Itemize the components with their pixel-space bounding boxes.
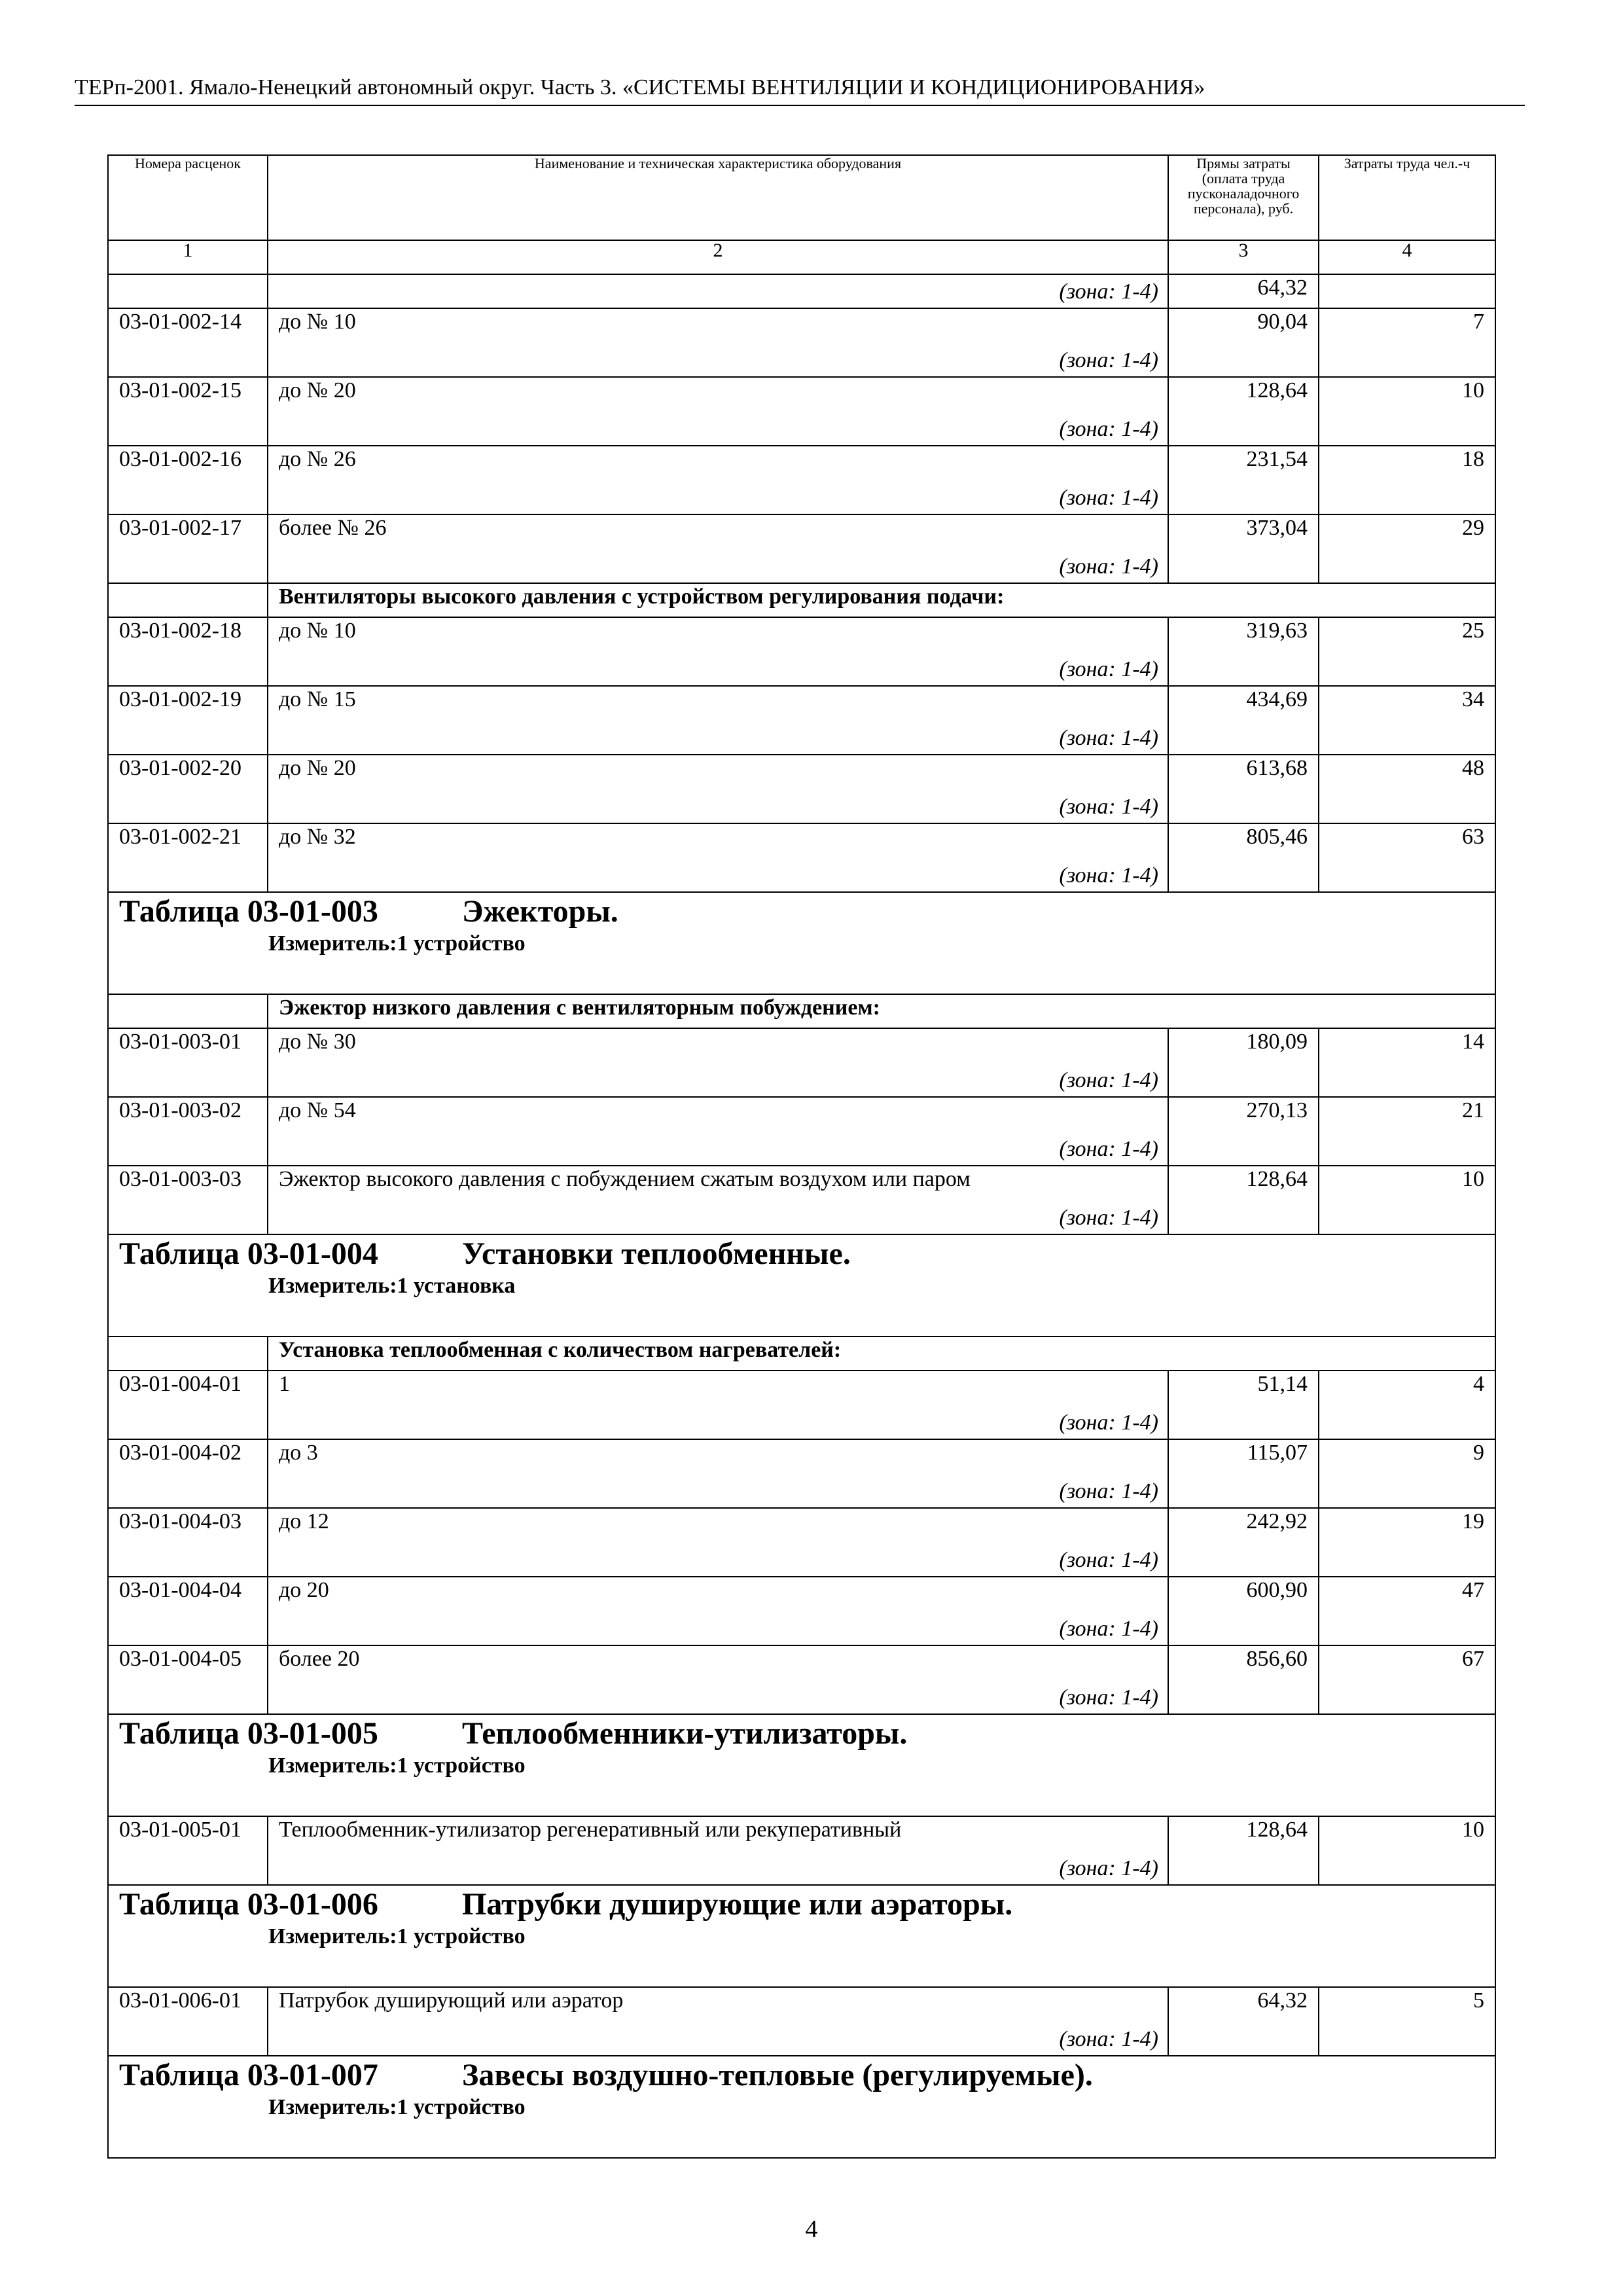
- labor-cell: 18: [1319, 446, 1495, 514]
- rate-code-cell: 03-01-004-04: [108, 1577, 268, 1645]
- rate-name: до 3: [279, 1441, 318, 1465]
- table-row: [108, 1439, 1495, 1508]
- column-number: 2: [268, 240, 1168, 274]
- rate-name-cell: [268, 308, 1168, 377]
- column-number: 3: [1168, 240, 1319, 274]
- group-heading: Вентиляторы высокого давления с устройством регулирования подачи:: [268, 583, 1495, 617]
- table-row: [108, 377, 1495, 446]
- rate-code-cell: 03-01-006-01: [108, 1987, 268, 2056]
- table-row: [108, 1097, 1495, 1166]
- zone-label: (зона: 1-4): [1059, 279, 1158, 304]
- rate-name-cell: [268, 617, 1168, 686]
- rate-name: 1: [279, 1372, 290, 1396]
- column-header-codes: Номера расценок: [108, 155, 268, 240]
- zone-label: (зона: 1-4): [1059, 1856, 1158, 1880]
- section-title: [119, 1886, 1484, 1924]
- labor-cell: 10: [1319, 1166, 1495, 1234]
- rate-name: более № 26: [279, 516, 387, 540]
- rate-code-cell: 03-01-004-02: [108, 1439, 268, 1508]
- rate-name-cell: [268, 274, 1168, 308]
- section-title: [119, 2056, 1484, 2094]
- section-title: [119, 1715, 1484, 1753]
- price-cell: 128,64: [1168, 1816, 1319, 1885]
- rate-name-cell: [268, 686, 1168, 755]
- rate-name-cell: [268, 823, 1168, 892]
- section-number: Таблица 03-01-004: [119, 1236, 378, 1271]
- rate-name: до № 15: [279, 687, 356, 711]
- header-rule: [75, 105, 1525, 106]
- rates-table: [107, 154, 1496, 2159]
- section-heading: [108, 892, 1495, 994]
- price-cell: 613,68: [1168, 755, 1319, 823]
- section-name: Теплообменники-утилизаторы.: [462, 1716, 908, 1751]
- section-heading: [108, 1714, 1495, 1816]
- price-cell: 90,04: [1168, 308, 1319, 377]
- column-number: 4: [1319, 240, 1495, 274]
- table-row: [108, 1816, 1495, 1885]
- group-spacer: [108, 583, 268, 617]
- section-title: [119, 1235, 1484, 1273]
- zone-label: (зона: 1-4): [1059, 795, 1158, 819]
- labor-cell: 14: [1319, 1028, 1495, 1097]
- labor-cell: 29: [1319, 514, 1495, 583]
- rate-code-cell: 03-01-002-16: [108, 446, 268, 514]
- page-header: ТЕРп-2001. Ямало-Ненецкий автономный округ. Часть 3. «СИСТЕМЫ ВЕНТИЛЯЦИИ И КОНДИЦИОНИРОВАНИЯ»: [75, 75, 1205, 99]
- table-row: [108, 1166, 1495, 1234]
- price-cell: 434,69: [1168, 686, 1319, 755]
- rate-name-cell: [268, 1987, 1168, 2056]
- section-heading: [108, 1885, 1495, 1987]
- price-cell: 115,07: [1168, 1439, 1319, 1508]
- labor-cell: 67: [1319, 1645, 1495, 1714]
- table-row: [108, 1371, 1495, 1439]
- rate-code-cell: 03-01-005-01: [108, 1816, 268, 1885]
- group-heading-row: [108, 1336, 1495, 1371]
- price-cell: 51,14: [1168, 1371, 1319, 1439]
- rate-name-cell: [268, 1371, 1168, 1439]
- labor-cell: 10: [1319, 377, 1495, 446]
- rate-name: до № 30: [279, 1030, 356, 1054]
- zone-label: (зона: 1-4): [1059, 554, 1158, 579]
- table-row: [108, 755, 1495, 823]
- rate-name: до 20: [279, 1578, 329, 1602]
- rate-code-cell: 03-01-002-21: [108, 823, 268, 892]
- group-heading-row: [108, 994, 1495, 1028]
- zone-label: (зона: 1-4): [1059, 1548, 1158, 1572]
- section-name: Установки теплообменные.: [462, 1236, 851, 1271]
- zone-label: (зона: 1-4): [1059, 1137, 1158, 1161]
- rate-code-cell: 03-01-002-17: [108, 514, 268, 583]
- rate-name-cell: [268, 1028, 1168, 1097]
- labor-cell: 47: [1319, 1577, 1495, 1645]
- section-number: Таблица 03-01-005: [119, 1716, 378, 1751]
- rate-code-cell: 03-01-002-14: [108, 308, 268, 377]
- group-heading: Установка теплообменная с количеством нагревателей:: [268, 1336, 1495, 1371]
- table-row: [108, 1987, 1495, 2056]
- rate-code-cell: 03-01-003-02: [108, 1097, 268, 1166]
- price-cell: 319,63: [1168, 617, 1319, 686]
- price-cell: 270,13: [1168, 1097, 1319, 1166]
- price-cell: 64,32: [1168, 274, 1319, 308]
- zone-label: (зона: 1-4): [1059, 348, 1158, 372]
- table-row: [108, 823, 1495, 892]
- section-measure: Измеритель:1 устройство: [268, 931, 526, 956]
- section-heading-row: [108, 892, 1495, 994]
- zone-label: (зона: 1-4): [1059, 1685, 1158, 1710]
- section-heading: [108, 2056, 1495, 2158]
- rate-name: до № 10: [279, 310, 356, 334]
- rate-name: до № 20: [279, 378, 356, 403]
- rate-code-cell: 03-01-004-03: [108, 1508, 268, 1577]
- rate-name-cell: [268, 377, 1168, 446]
- section-heading-row: [108, 1234, 1495, 1336]
- rate-code-cell: 03-01-002-19: [108, 686, 268, 755]
- labor-cell: 21: [1319, 1097, 1495, 1166]
- labor-cell: 34: [1319, 686, 1495, 755]
- column-number-row: [108, 240, 1495, 274]
- group-heading: Эжектор низкого давления с вентиляторным побуждением:: [268, 994, 1495, 1028]
- rate-name-cell: [268, 755, 1168, 823]
- section-name: Завесы воздушно-тепловые (регулируемые).: [462, 2058, 1093, 2092]
- table-row: [108, 1577, 1495, 1645]
- table-row: [108, 1028, 1495, 1097]
- price-cell: 600,90: [1168, 1577, 1319, 1645]
- section-heading: [108, 1234, 1495, 1336]
- rate-name: до № 32: [279, 825, 356, 849]
- labor-cell: [1319, 274, 1495, 308]
- labor-cell: 63: [1319, 823, 1495, 892]
- labor-cell: 10: [1319, 1816, 1495, 1885]
- section-number: Таблица 03-01-007: [119, 2058, 378, 2092]
- zone-label: (зона: 1-4): [1059, 863, 1158, 888]
- rate-name: Теплообменник-утилизатор регенеративный или рекуперативный: [279, 1818, 902, 1842]
- zone-label: (зона: 1-4): [1059, 1410, 1158, 1435]
- column-header-name: Наименование и техническая характеристика оборудования: [268, 155, 1168, 240]
- table-row: [108, 308, 1495, 377]
- rate-name-cell: [268, 1097, 1168, 1166]
- zone-label: (зона: 1-4): [1059, 1479, 1158, 1503]
- labor-cell: 7: [1319, 308, 1495, 377]
- rate-name: Патрубок душирующий или аэратор: [279, 1988, 624, 2013]
- price-cell: 64,32: [1168, 1987, 1319, 2056]
- labor-cell: 9: [1319, 1439, 1495, 1508]
- price-cell: 231,54: [1168, 446, 1319, 514]
- section-measure: Измеритель:1 установка: [268, 1274, 516, 1298]
- group-spacer: [108, 994, 268, 1028]
- rate-code-cell: [108, 274, 268, 308]
- rate-name-cell: [268, 1816, 1168, 1885]
- zone-label: (зона: 1-4): [1059, 1206, 1158, 1230]
- rate-name: до № 10: [279, 619, 356, 643]
- section-measure: Измеритель:1 устройство: [268, 1753, 526, 1778]
- group-spacer: [108, 1336, 268, 1371]
- section-measure: Измеритель:1 устройство: [268, 2095, 526, 2119]
- price-cell: 856,60: [1168, 1645, 1319, 1714]
- price-cell: 128,64: [1168, 377, 1319, 446]
- rate-name-cell: [268, 1645, 1168, 1714]
- rate-code-cell: 03-01-002-20: [108, 755, 268, 823]
- rate-code-cell: 03-01-003-03: [108, 1166, 268, 1234]
- column-header-labor: Затраты труда чел.-ч: [1319, 155, 1495, 240]
- table-header-row: [108, 155, 1495, 240]
- rate-code-cell: 03-01-002-18: [108, 617, 268, 686]
- rate-name: до 12: [279, 1509, 329, 1534]
- rate-name-cell: [268, 1577, 1168, 1645]
- rate-code-cell: 03-01-004-05: [108, 1645, 268, 1714]
- section-measure: Измеритель:1 устройство: [268, 1924, 526, 1948]
- zone-label: (зона: 1-4): [1059, 417, 1158, 441]
- rate-name: Эжектор высокого давления с побуждением сжатым воздухом или паром: [279, 1167, 971, 1191]
- rate-code-cell: 03-01-003-01: [108, 1028, 268, 1097]
- table-row: [108, 617, 1495, 686]
- page-number: 4: [805, 2215, 818, 2243]
- rate-name-cell: [268, 514, 1168, 583]
- labor-cell: 25: [1319, 617, 1495, 686]
- labor-cell: 4: [1319, 1371, 1495, 1439]
- rate-code-cell: 03-01-002-15: [108, 377, 268, 446]
- section-heading-row: [108, 1714, 1495, 1816]
- price-cell: 805,46: [1168, 823, 1319, 892]
- rate-name-cell: [268, 446, 1168, 514]
- table-row: [108, 446, 1495, 514]
- section-number: Таблица 03-01-006: [119, 1887, 378, 1922]
- rate-name: до № 20: [279, 756, 356, 780]
- section-name: Эжекторы.: [462, 894, 618, 929]
- table-row: [108, 686, 1495, 755]
- section-title: [119, 893, 1484, 931]
- table-row: [108, 274, 1495, 308]
- group-heading-row: [108, 583, 1495, 617]
- price-cell: 128,64: [1168, 1166, 1319, 1234]
- rate-name-cell: [268, 1166, 1168, 1234]
- zone-label: (зона: 1-4): [1059, 2027, 1158, 2051]
- column-number: 1: [108, 240, 268, 274]
- price-cell: 373,04: [1168, 514, 1319, 583]
- section-name: Патрубки душирующие или аэраторы.: [462, 1887, 1013, 1922]
- zone-label: (зона: 1-4): [1059, 1617, 1158, 1641]
- price-cell: 242,92: [1168, 1508, 1319, 1577]
- labor-cell: 19: [1319, 1508, 1495, 1577]
- labor-cell: 48: [1319, 755, 1495, 823]
- rate-name: более 20: [279, 1647, 360, 1671]
- table-row: [108, 1645, 1495, 1714]
- section-heading-row: [108, 1885, 1495, 1987]
- zone-label: (зона: 1-4): [1059, 657, 1158, 681]
- section-heading-row: [108, 2056, 1495, 2158]
- zone-label: (зона: 1-4): [1059, 1068, 1158, 1092]
- price-cell: 180,09: [1168, 1028, 1319, 1097]
- section-number: Таблица 03-01-003: [119, 894, 378, 929]
- rate-name: до № 26: [279, 447, 356, 471]
- zone-label: (зона: 1-4): [1059, 726, 1158, 750]
- rate-name: до № 54: [279, 1098, 356, 1122]
- table-row: [108, 514, 1495, 583]
- rate-name-cell: [268, 1508, 1168, 1577]
- table-row: [108, 1508, 1495, 1577]
- rate-code-cell: 03-01-004-01: [108, 1371, 268, 1439]
- zone-label: (зона: 1-4): [1059, 486, 1158, 510]
- rate-name-cell: [268, 1439, 1168, 1508]
- labor-cell: 5: [1319, 1987, 1495, 2056]
- column-header-direct-costs: Прямы затраты (оплата труда пусконаладочного персонала), руб.: [1168, 155, 1319, 240]
